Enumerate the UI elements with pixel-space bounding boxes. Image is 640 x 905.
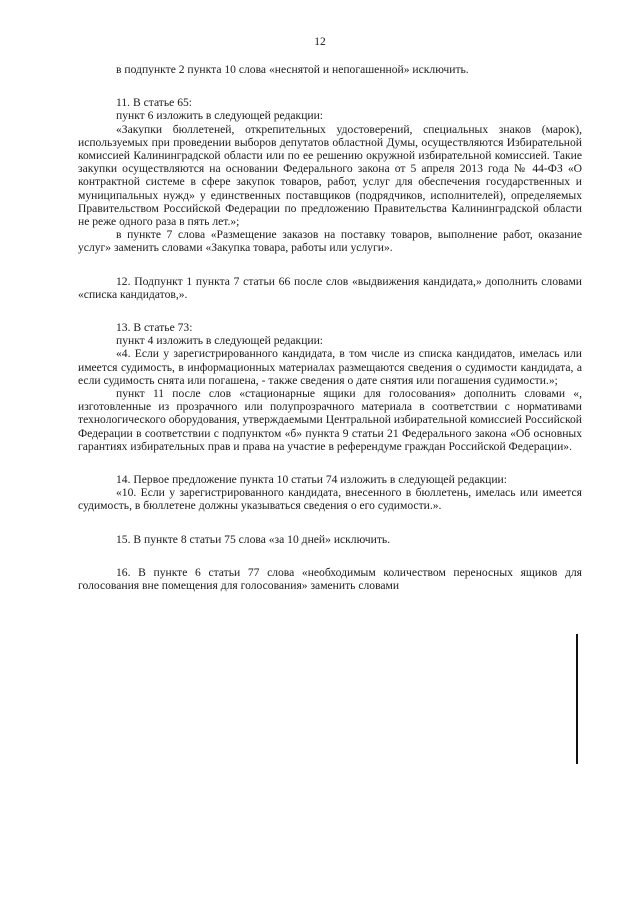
paragraph-item-15: 15. В пункте 8 статьи 75 слова «за 10 дней» исключить. [116,532,391,546]
paragraph-6: «4. Если у зарегистрированного кандидата, в том числе из списка кандидатов, имелась или имеется судимость, в информационных материалах размещаются сведения о судимости кандидата, а если судимость снята или погашена, - также сведения о дате снятия или погашения судимости.»; [78,347,582,387]
paragraph-3: «Закупки бюллетеней, открепительных удостоверений, специальных знаков (марок), используемых при проведении выборов депутатов областной Думы, осуществляются Избирательной комиссией Калининградской области или по ее решению окружной избирательной комиссией. Такие закупки осуществляются на основании Федерального закона от 5 апреля 2013 года № 44-ФЗ «О контрактной системе в сфере закупок товаров, работ, услуг для обеспечения государственных и муниципальных нужд» у единственных поставщиков (подрядчиков, исполнителей), определяемых Правительством Российской Федерации по предложению Правительства Калининградской области не реже одного раза в пять лет.»; [78,122,582,229]
paragraph-8: «10. Если у зарегистрированного кандидата, внесенного в бюллетень, имелась или имеется судимость, в бюллетене должны указываться сведения о его судимости.». [78,486,582,513]
paragraph-2: пункт 6 изложить в следующей редакции: [116,109,324,123]
document-body [78,63,582,592]
paragraph-4: в пункте 7 слова «Размещение заказов на поставку товаров, выполнение работ, оказание услуг» заменить словами «Закупка товара, работы или услуги». [78,228,582,255]
paragraph-7: пункт 11 после слов «стационарные ящики для голосования» дополнить словами «, изготовленные из прозрачного или полупрозрачного материала в соответствии с нормативами технологического оборудования, утверждаемыми Центральной избирательной комиссией Российской Федерации в соответствии с подпунктом «б» пункта 9 статьи 21 Федерального закона «Об основных гарантиях избирательных прав и права на участие в референдуме граждан Российской Федерации». [78,387,582,453]
paragraph-item-16: 16. В пункте 6 статьи 77 слова «необходимым количеством переносных ящиков для голосования вне помещения для голосования» заменить словами [78,565,582,593]
paragraph-item-12: 12. Подпункт 1 пункта 7 статьи 66 после слов «выдвижения кандидата,» дополнить словами «списка кандидатов,». [78,274,582,301]
paragraph-1: в подпункте 2 пункта 10 слова «неснятой и непогашенной» исключить. [116,63,469,76]
paragraph-article-73-heading: 13. В статье 73: [116,321,193,335]
paragraph-article-65-heading: 11. В статье 65: [116,96,193,110]
page-number: 12 [314,36,326,48]
paragraph-item-14: 14. Первое предложение пункта 10 статьи 74 изложить в следующей редакции: [116,473,507,487]
scan-edge-bar [576,634,578,764]
paragraph-5: пункт 4 изложить в следующей редакции: [116,334,324,348]
